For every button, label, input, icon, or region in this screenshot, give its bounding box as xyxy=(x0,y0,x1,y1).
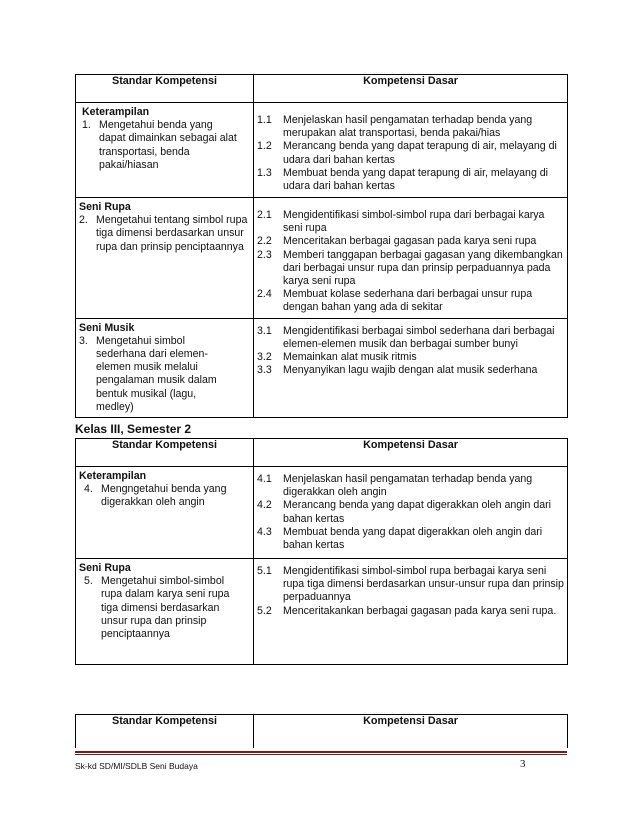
section-title: Seni Rupa xyxy=(79,201,131,213)
sk-text: Mengetahui simbol sederhana dari elemen-elemen musik melalui pengalaman musik dalam bentuk musikal (lagu, medley) xyxy=(96,334,217,413)
kd-number: 2.1 xyxy=(257,209,272,221)
kd-number: 1.3 xyxy=(257,166,272,179)
header-standar-kompetensi: Standar Kompetensi xyxy=(76,439,254,467)
kd-number: 3.1 xyxy=(257,324,272,337)
sk-text: Mengetahui benda yang dapat dimainkan sebagai alat transportasi, benda pakai/hiasan xyxy=(99,119,237,171)
header-kompetensi-dasar: Kompetensi Dasar xyxy=(254,439,568,467)
competency-table-2 xyxy=(75,438,568,665)
section-title: Keterampilan xyxy=(82,106,150,118)
section-title: Seni Rupa xyxy=(79,562,131,574)
header-kompetensi-dasar: Kompetensi Dasar xyxy=(254,715,568,748)
kd-text: Menyanyikan lagu wajib dengan alat musik sederhana xyxy=(283,364,538,377)
header-standar-kompetensi: Standar Kompetensi xyxy=(76,75,254,103)
sk-number: 1. xyxy=(82,119,91,132)
sk-number: 3. xyxy=(79,334,88,347)
kd-number: 2.4 xyxy=(257,288,272,301)
kd-text: Menceritakankan berbagai gagasan pada karya seni rupa. xyxy=(283,604,557,617)
section-title: Seni Musik xyxy=(79,321,135,334)
kd-text: Mengidentifikasi simbol-simbol rupa dari berbagai karya seni rupa xyxy=(283,209,545,235)
header-kompetensi-dasar: Kompetensi Dasar xyxy=(254,75,568,103)
table-row xyxy=(76,198,568,319)
header-standar-kompetensi: Standar Kompetensi xyxy=(76,715,254,748)
kd-text: Menjelaskan hasil pengamatan terhadap benda yang merupakan alat transportasi, benda pakai/hias xyxy=(283,114,533,140)
kd-number: 5.2 xyxy=(257,604,272,617)
page-number: 3 xyxy=(520,758,526,770)
kd-text: Memainkan alat musik ritmis xyxy=(283,351,417,364)
competency-table-3 xyxy=(75,714,568,748)
kd-text: Membuat benda yang dapat terapung di air, melayang di udara dari bahan kertas xyxy=(283,166,549,193)
kd-number: 3.3 xyxy=(257,364,272,377)
kd-text: Menjelaskan hasil pengamatan terhadap benda yang digerakkan oleh angin xyxy=(283,473,533,499)
sk-number: 2. xyxy=(79,214,88,227)
kd-number: 4.2 xyxy=(257,499,272,512)
kd-number: 1.1 xyxy=(257,114,272,126)
section-heading-kelas: Kelas III, Semester 2 xyxy=(75,422,192,436)
kd-text: Membuat benda yang dapat digerakkan oleh angin dari bahan kertas xyxy=(283,525,543,552)
kd-number: 1.2 xyxy=(257,140,272,153)
kd-number: 3.2 xyxy=(257,351,272,364)
kd-text: Merancang benda yang dapat terapung di air, melayang di udara dari bahan kertas xyxy=(283,140,557,166)
footer-rule xyxy=(75,751,567,753)
kd-text: Memberi tanggapan berbagai gagasan yang dikembangkan dari berbagai unsur rupa dan prinsip perpaduannya pada karya seni rupa xyxy=(283,248,563,288)
kd-text: Mengidentifikasi simbol-simbol rupa berbagai karya seni rupa tiga dimensi berdasarkan unsur-unsur rupa dan prinsip perpaduannya xyxy=(283,565,564,604)
table-row xyxy=(76,103,568,198)
sk-text: Mengetahui tentang simbol rupa tiga dimensi berdasarkan unsur rupa dan prinsip penciptaannya xyxy=(96,214,248,253)
footer-document-title: Sk-kd SD/MI/SDLB Seni Budaya xyxy=(75,761,198,771)
sk-number: 5. xyxy=(84,575,93,588)
kd-text: Menceritakan berbagai gagasan pada karya seni rupa xyxy=(283,235,537,248)
kd-text: Membuat kolase sederhana dari berbagai unsur rupa dengan bahan yang ada di sekitar xyxy=(283,288,533,314)
sk-text: Mengngetahui benda yang digerakkan oleh angin xyxy=(101,483,227,509)
kd-number: 4.1 xyxy=(257,473,272,485)
sk-number: 4. xyxy=(84,483,93,496)
table-row xyxy=(76,318,568,417)
kd-number: 4.3 xyxy=(257,525,272,538)
kd-number: 2.2 xyxy=(257,235,272,248)
competency-table-1 xyxy=(75,74,568,418)
kd-text: Mengidentifikasi berbagai simbol sederhana dari berbagai elemen-elemen musik dan berbagai sumber bunyi xyxy=(283,324,555,350)
kd-text: Merancang benda yang dapat digerakkan oleh angin dari bahan kertas xyxy=(283,499,551,525)
sk-text: Mengetahui simbol-simbol rupa dalam karya seni rupa tiga dimensi berdasarkan unsur rupa dan prinsip penciptaannya xyxy=(101,575,230,641)
section-title: Keterampilan xyxy=(79,470,147,482)
kd-number: 2.3 xyxy=(257,248,272,261)
table-row xyxy=(76,559,568,665)
table-row xyxy=(76,467,568,559)
kd-number: 5.1 xyxy=(257,565,272,577)
footer-rule-thin xyxy=(75,754,567,755)
